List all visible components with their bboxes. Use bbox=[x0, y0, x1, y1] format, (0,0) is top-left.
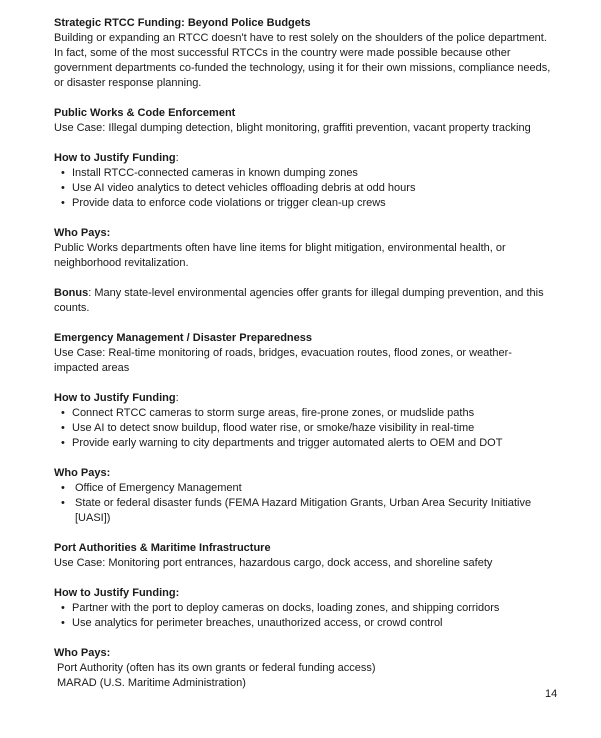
document-page bbox=[54, 16, 554, 691]
list-item: • Partner with the port to deploy cameras on docks, loading zones, and shipping corridors bbox=[54, 601, 554, 616]
list-item: • Provide early warning to city departments and trigger automated alerts to OEM and DOT bbox=[54, 436, 554, 451]
emergency-justify-heading bbox=[54, 391, 554, 406]
justify-colon: : bbox=[175, 392, 179, 404]
port-who-pays-line: MARAD (U.S. Maritime Administration) bbox=[57, 677, 246, 689]
public-works-justify-heading bbox=[54, 151, 554, 166]
list-item: • Use AI to detect snow buildup, flood water rise, or smoke/haze visibility in real-time bbox=[54, 421, 554, 436]
public-works-use-case: Use Case: Illegal dumping detection, blight monitoring, graffiti prevention, vacant property tracking bbox=[54, 122, 531, 134]
bonus-label: Bonus bbox=[54, 287, 89, 299]
public-works-who-pays-text: Public Works departments often have line items for blight mitigation, environmental health, or neighborhood revitalization. bbox=[54, 242, 506, 269]
list-item: • Install RTCC-connected cameras in known dumping zones bbox=[54, 166, 554, 181]
bonus-text: : Many state-level environmental agencies offer grants for illegal dumping prevention, and this counts. bbox=[54, 287, 544, 314]
emergency-who-pays-list bbox=[54, 481, 554, 526]
justify-colon: : bbox=[175, 152, 179, 164]
section-heading-public-works: Public Works & Code Enforcement bbox=[54, 107, 236, 119]
public-works-justify-list bbox=[54, 166, 554, 211]
emergency-justify-list bbox=[54, 406, 554, 451]
port-justify-heading: How to Justify Funding: bbox=[54, 587, 180, 599]
section-heading-port-authorities: Port Authorities & Maritime Infrastructure bbox=[54, 542, 271, 554]
justify-label: How to Justify Funding bbox=[54, 392, 176, 404]
section-heading-emergency-management: Emergency Management / Disaster Preparedness bbox=[54, 332, 313, 344]
port-who-pays-line: Port Authority (often has its own grants or federal funding access) bbox=[57, 662, 376, 674]
port-who-pays-heading: Who Pays: bbox=[54, 647, 111, 659]
list-item: • Use analytics for perimeter breaches, unauthorized access, or crowd control bbox=[54, 616, 554, 631]
public-works-who-pays-heading: Who Pays: bbox=[54, 227, 111, 239]
justify-label: How to Justify Funding bbox=[54, 152, 176, 164]
list-item: • Use AI video analytics to detect vehicles offloading debris at odd hours bbox=[54, 181, 554, 196]
intro-paragraph: Building or expanding an RTCC doesn't have to rest solely on the shoulders of the police department. In fact, some of the most successful RTCCs in the country were made possible because other government departments co-funded the technology, using it for their own missions, compliance needs, or disaster response planning. bbox=[54, 32, 551, 89]
port-use-case: Use Case: Monitoring port entrances, hazardous cargo, dock access, and shoreline safety bbox=[54, 557, 493, 569]
list-item: • State or federal disaster funds (FEMA Hazard Mitigation Grants, Urban Area Security Initiative [UASI]) bbox=[54, 496, 554, 526]
page-number: 14 bbox=[545, 688, 558, 700]
port-justify-list bbox=[54, 601, 554, 631]
list-item: • Office of Emergency Management bbox=[54, 481, 554, 496]
section-heading-strategic-funding: Strategic RTCC Funding: Beyond Police Budgets bbox=[54, 17, 311, 29]
public-works-bonus bbox=[54, 286, 554, 316]
list-item: • Connect RTCC cameras to storm surge areas, fire-prone zones, or mudslide paths bbox=[54, 406, 554, 421]
emergency-who-pays-heading: Who Pays: bbox=[54, 467, 111, 479]
list-item: • Provide data to enforce code violations or trigger clean-up crews bbox=[54, 196, 554, 211]
emergency-use-case: Use Case: Real-time monitoring of roads, bridges, evacuation routes, flood zones, or weather-impacted areas bbox=[54, 347, 512, 374]
